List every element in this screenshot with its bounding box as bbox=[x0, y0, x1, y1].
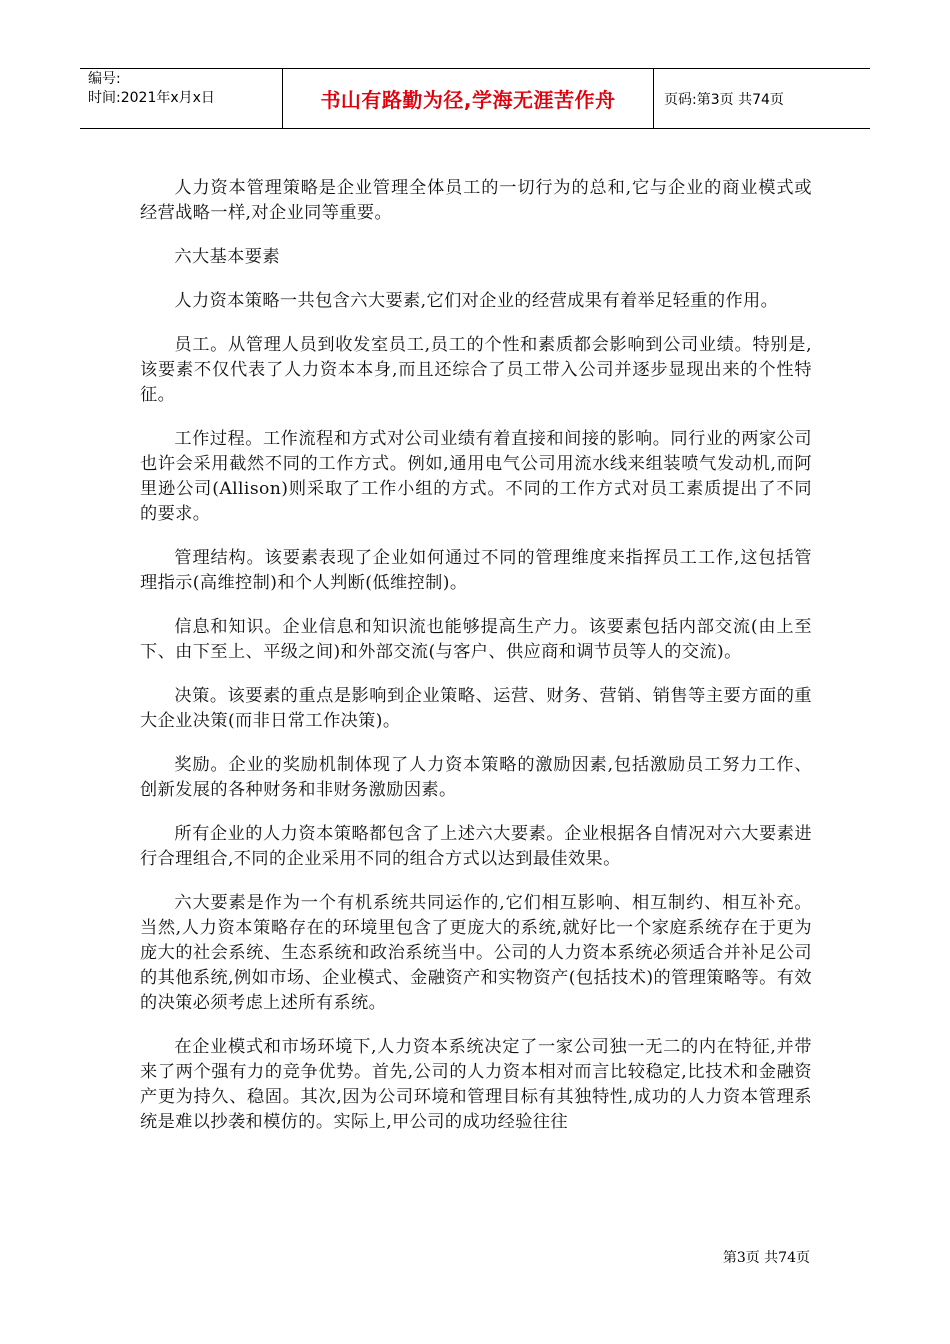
paragraph: 在企业模式和市场环境下,人力资本系统决定了一家公司独一无二的内在特征,并带来了两个强有力的竞争优势。首先,公司的人力资本相对而言比较稳定,比技术和金融资产更为持久、稳固。其次,因为公司环境和管理目标有其独特性,成功的人力资本管理系统是难以抄袭和模仿的。实际上,甲公司的成功经验往往 bbox=[140, 1037, 812, 1132]
paragraph: 所有企业的人力资本策略都包含了上述六大要素。企业根据各自情况对六大要素进行合理组合,不同的企业采用不同的组合方式以达到最佳效果。 bbox=[140, 824, 812, 869]
paragraph: 人力资本策略一共包含六大要素,它们对企业的经营成果有着举足轻重的作用。 bbox=[174, 291, 779, 311]
page-header bbox=[80, 68, 870, 129]
header-page-number: 页码:第3页 共74页 bbox=[664, 91, 784, 108]
paragraph: 管理结构。该要素表现了企业如何通过不同的管理维度来指挥员工工作,这包括管理指示(高维控制)和个人判断(低维控制)。 bbox=[140, 548, 812, 593]
header-meta bbox=[80, 69, 282, 128]
paragraph: 决策。该要素的重点是影响到企业策略、运营、财务、营销、销售等主要方面的重大企业决策(而非日常工作决策)。 bbox=[140, 686, 812, 731]
header-motto: 书山有路勤为径,学海无涯苦作舟 bbox=[282, 69, 654, 128]
paragraph: 人力资本管理策略是企业管理全体员工的一切行为的总和,它与企业的商业模式或经营战略一样,对企业同等重要。 bbox=[140, 178, 812, 223]
paragraph: 信息和知识。企业信息和知识流也能够提高生产力。该要素包括内部交流(由上至下、由下至上、平级之间)和外部交流(与客户、供应商和调节员等人的交流)。 bbox=[140, 617, 812, 662]
document-date: 时间:2021年x月x日 bbox=[88, 90, 215, 106]
paragraph: 六大要素是作为一个有机系统共同运作的,它们相互影响、相互制约、相互补充。当然,人力资本策略存在的环境里包含了更庞大的系统,就好比一个家庭系统存在于更为庞大的社会系统、生态系统和政治系统当中。公司的人力资本系统必须适合并补足公司的其他系统,例如市场、企业模式、金融资产和实物资产(包括技术)的管理策略等。有效的决策必须考虑上述所有系统。 bbox=[140, 893, 812, 1013]
paragraph: 员工。从管理人员到收发室员工,员工的个性和素质都会影响到公司业绩。特别是,该要素不仅代表了人力资本本身,而且还综合了员工带入公司并逐步显现出来的个性特征。 bbox=[140, 335, 812, 405]
document-number: 编号: bbox=[88, 71, 121, 87]
footer-page-number: 第3页 共74页 bbox=[722, 1250, 810, 1266]
paragraph: 工作过程。工作流程和方式对公司业绩有着直接和间接的影响。同行业的两家公司也许会采用截然不同的工作方式。例如,通用电气公司用流水线来组装喷气发动机,而阿里逊公司(Allison)则采取了工作小组的方式。不同的工作方式对员工素质提出了不同的要求。 bbox=[140, 429, 812, 524]
document-body bbox=[140, 176, 812, 1154]
paragraph: 奖励。企业的奖励机制体现了人力资本策略的激励因素,包括激励员工努力工作、创新发展的各种财务和非财务激励因素。 bbox=[140, 755, 812, 800]
section-heading: 六大基本要素 bbox=[174, 247, 280, 267]
